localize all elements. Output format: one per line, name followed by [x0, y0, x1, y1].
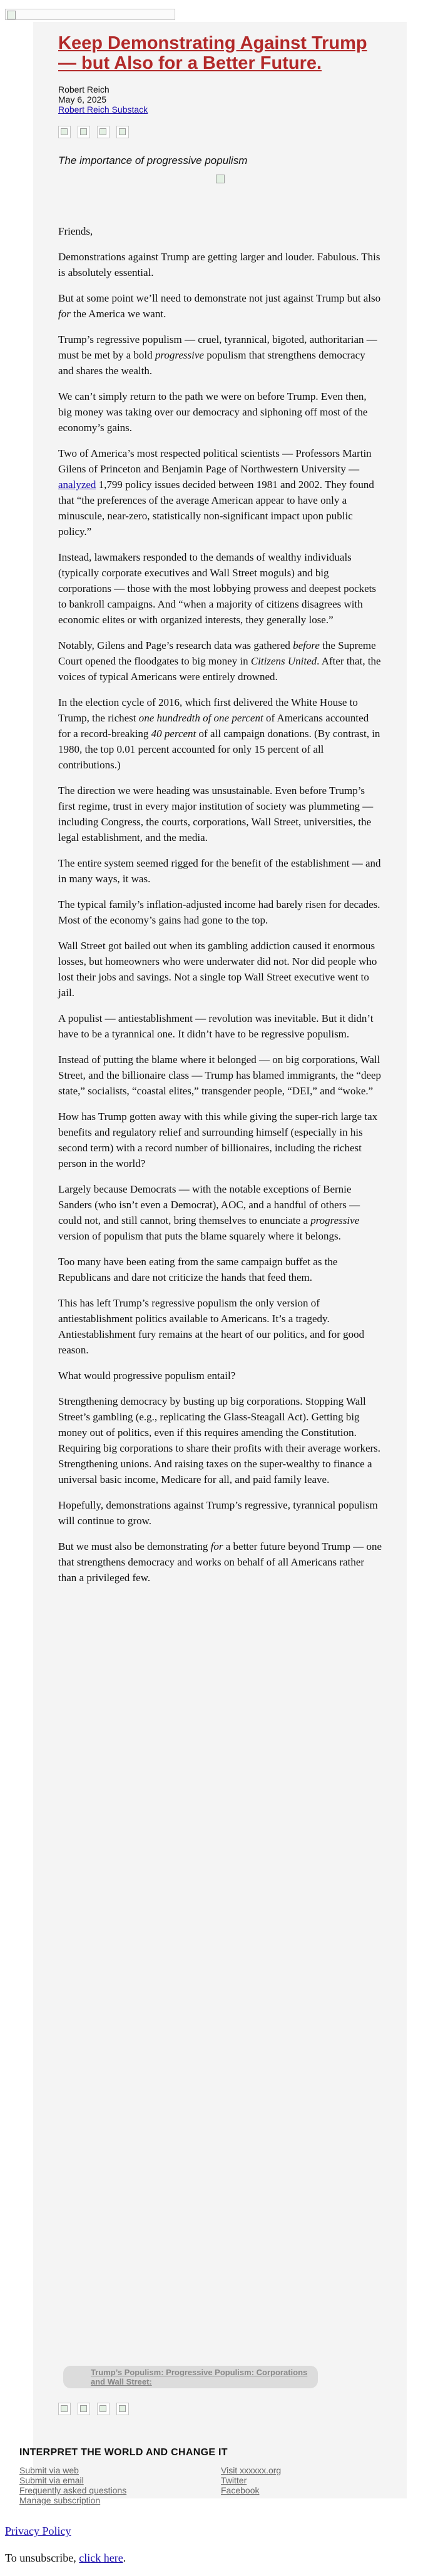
hero-image	[58, 175, 382, 187]
article-paragraph	[58, 389, 382, 435]
paragraph-text: But we must also be demonstrating	[58, 1540, 211, 1552]
paragraph-text: of all campaign donations. (By contrast, in 1980, the top 0.01 percent accounted for only 15 percent of all contributions.)	[58, 728, 380, 771]
paragraph-text: Strengthening democracy by busting up big corporations. Stopping Wall Street’s gambling (e.g., replicating the Glass-Steagall Act). Getting big money out of politics, even if this requires amending the Constitution. Requiring big corporations to share their profits with their average workers. Strengthening unions. And raising taxes on the super-wealthy to finance a universal basic income, Medicare for all, and paid family leave.	[58, 1395, 381, 1485]
emphasized-text: for	[58, 308, 71, 320]
paragraph-text: Trump’s regressive populism — cruel, tyrannical, bigoted, authoritarian — must be met by a bold	[58, 333, 377, 361]
emphasized-text: 40 percent	[151, 728, 196, 740]
emphasized-text: for	[210, 1540, 223, 1552]
footer-heading: INTERPRET THE WORLD AND CHANGE IT	[19, 2447, 228, 2458]
paragraph-text: . After that, the voices of typical Americans were entirely drowned.	[58, 655, 381, 683]
article-paragraph	[58, 1295, 382, 1358]
emphasized-text: progressive	[155, 349, 204, 361]
article-paragraph	[58, 1497, 382, 1529]
privacy-policy-link[interactable]: Privacy Policy	[5, 2525, 71, 2537]
paragraph-text: Too many have been eating from the same campaign buffet as the Republicans and dare not criticize the hands that feed them.	[58, 1256, 338, 1283]
paragraph-text: The typical family’s inflation-adjusted income had barely risen for decades. Most of the economy’s gains had gone to the top.	[58, 899, 380, 926]
article-paragraph	[58, 1181, 382, 1244]
paragraph-text: of Americans accounted for a record-breaking	[58, 712, 369, 740]
paragraph-text: populism that strengthens democracy and shares the wealth.	[58, 349, 365, 377]
share-email-icon[interactable]	[97, 2403, 109, 2415]
article-paragraph	[58, 1254, 382, 1285]
paragraph-text: In the election cycle of 2016, which first delivered the White House to Trump, the richest	[58, 696, 358, 724]
related-post-label: Trump’s Populism: Progressive Populism: Corporations and Wall Street:	[91, 2368, 308, 2386]
article-paragraph	[58, 332, 382, 379]
unsubscribe-link[interactable]: click here	[79, 2552, 123, 2564]
article-paragraph	[58, 783, 382, 845]
share-twitter-icon[interactable]	[78, 126, 90, 138]
article-paragraph	[58, 290, 382, 322]
emphasized-text: before	[293, 639, 320, 651]
article-paragraph	[58, 1011, 382, 1042]
article-paragraph	[58, 223, 382, 239]
footer-link-twitter[interactable]: Twitter	[221, 2475, 247, 2485]
article-body	[58, 223, 382, 1586]
article-meta	[58, 84, 382, 115]
paragraph-text: We can’t simply return to the path we were on before Trump. Even then, big money was taking over our democracy and siphoning off most of the economy’s gains.	[58, 390, 368, 434]
paragraph-text: Hopefully, demonstrations against Trump’s regressive, tyrannical populism will continue to grow.	[58, 1499, 378, 1527]
paragraph-text: Wall Street got bailed out when its gambling addiction caused it enormous losses, but homeowners who were underwater did not. Nor did people who lost their jobs and savings. Not a single top Wall Street executive went to jail.	[58, 940, 377, 999]
paragraph-text: Demonstrations against Trump are getting larger and louder. Fabulous. This is absolutely essential.	[58, 251, 380, 278]
article-paragraph	[58, 855, 382, 887]
paragraph-text: The direction we were heading was unsustainable. Even before Trump’s first regime, trust in every major institution of society was plummeting — including Congress, the courts, corporations, Wall Street, universities, the legal establishment, and the media.	[58, 785, 374, 843]
article-subtitle: The importance of progressive populism	[58, 155, 248, 166]
article-paragraph	[58, 249, 382, 280]
article-paragraph	[58, 897, 382, 928]
article-paragraph	[58, 1052, 382, 1099]
paragraph-text: How has Trump gotten away with this while giving the super-rich large tax benefits and regulatory relief and surrounding himself (especially in his second term) with a record number of billionaires, including the richest person in the world?	[58, 1111, 378, 1169]
unsubscribe-suffix: .	[123, 2552, 126, 2564]
article-paragraph	[58, 638, 382, 685]
publish-date: May 6, 2025	[58, 94, 107, 104]
paragraph-text: This has left Trump’s regressive populism the only version of antiestablishment politics available to Americans. It’s a tragedy. Antiestablishment fury remains at the heart of our politics, and for good reason.	[58, 1297, 365, 1356]
footer-link-manage-subscription[interactable]: Manage subscription	[19, 2495, 101, 2505]
paragraph-text: What would progressive populism entail?	[58, 1370, 236, 1382]
share-row-top	[58, 126, 382, 140]
article-container	[58, 33, 382, 1596]
footer-left-links	[19, 2465, 126, 2505]
share-facebook-icon[interactable]	[58, 126, 71, 138]
inline-link[interactable]: analyzed	[58, 479, 96, 491]
newsletter-card	[19, 22, 407, 2505]
publication-link[interactable]: Robert Reich Substack	[58, 104, 148, 115]
share-link-icon[interactable]	[116, 126, 129, 138]
paragraph-text: Friends,	[58, 225, 93, 237]
footer-link-facebook[interactable]: Facebook	[221, 2485, 260, 2495]
share-twitter-icon[interactable]	[78, 2403, 90, 2415]
paragraph-text: version of populism that puts the blame squarely where it belongs.	[58, 1230, 341, 1242]
share-facebook-icon[interactable]	[58, 2403, 71, 2415]
related-post-button[interactable]	[63, 2366, 318, 2388]
article-paragraph	[58, 445, 382, 539]
paragraph-text: the Supreme Court opened the floodgates to big money in	[58, 639, 376, 667]
footer-link-faq[interactable]: Frequently asked questions	[19, 2485, 127, 2495]
emphasized-text: one hundredth of one percent	[138, 712, 263, 724]
paragraph-text: the America we want.	[70, 308, 166, 320]
share-link-icon[interactable]	[116, 2403, 129, 2415]
footer-link-website[interactable]: Visit xxxxxx.org	[221, 2465, 282, 2475]
share-email-icon[interactable]	[97, 126, 109, 138]
paragraph-text: Notably, Gilens and Page’s research data was gathered	[58, 639, 293, 651]
emphasized-text: progressive	[310, 1214, 360, 1226]
paragraph-text: a better future beyond Trump — one that strengthens democracy and works on behalf of all Americans rather than a privileged few.	[58, 1540, 382, 1584]
footer-right-links	[221, 2465, 281, 2495]
author-name: Robert Reich	[58, 84, 109, 94]
article-paragraph	[58, 938, 382, 1000]
footer-link-submit-web[interactable]: Submit via web	[19, 2465, 79, 2475]
article-paragraph	[58, 1539, 382, 1586]
article-paragraph	[58, 1109, 382, 1171]
share-row-bottom	[58, 2403, 136, 2418]
paragraph-text: Two of America’s most respected political scientists — Professors Martin Gilens of Princeton and Benjamin Page of Northwestern University —	[58, 447, 372, 475]
emphasized-text: Citizens United	[250, 655, 317, 667]
privacy-row	[5, 2525, 71, 2538]
article-title[interactable]: Keep Demonstrating Against Trump — but Also for a Better Future.	[58, 33, 367, 73]
unsubscribe-text: To unsubscribe,	[5, 2552, 79, 2564]
paragraph-text: But at some point we’ll need to demonstrate not just against Trump but also	[58, 292, 381, 304]
paragraph-text: Instead, lawmakers responded to the demands of wealthy individuals (typically corporate executives and Wall Street moguls) and big corporations — those with the most lobbying prowess and deepest pockets to bankroll campaigns. And “when a majority of citizens disagrees with economic elites or with organized interests, they generally lose.”	[58, 551, 377, 626]
paragraph-text: Largely because Democrats — with the notable exceptions of Bernie Sanders (who isn’t even a Democrat), AOC, and a handful of others — could not, and still cannot, bring themselves to enunciate a	[58, 1183, 360, 1226]
unsubscribe-row	[5, 2552, 126, 2565]
article-paragraph	[58, 1368, 382, 1383]
paragraph-text: The entire system seemed rigged for the benefit of the establishment — and in many ways, it was.	[58, 857, 381, 885]
paragraph-text: A populist — antiestablishment — revolution was inevitable. But it didn’t have to be a tyrannical one. It didn’t have to be regressive populism.	[58, 1012, 374, 1040]
article-paragraph	[58, 1393, 382, 1487]
footer-link-submit-email[interactable]: Submit via email	[19, 2475, 84, 2485]
header-banner-image	[5, 9, 175, 20]
article-paragraph	[58, 695, 382, 773]
article-paragraph	[58, 549, 382, 628]
paragraph-text: Instead of putting the blame where it belonged — on big corporations, Wall Street, and the billionaire class — Trump has blamed immigrants, the “deep state,” socialists, “coastal elites,” transgender people, “DEI,” and “woke.”	[58, 1054, 382, 1097]
paragraph-text: 1,799 policy issues decided between 1981 and 2002. They found that “the preferences of the average American appear to have only a minuscule, near-zero, statistically non-significant impact upon public policy.”	[58, 479, 374, 537]
